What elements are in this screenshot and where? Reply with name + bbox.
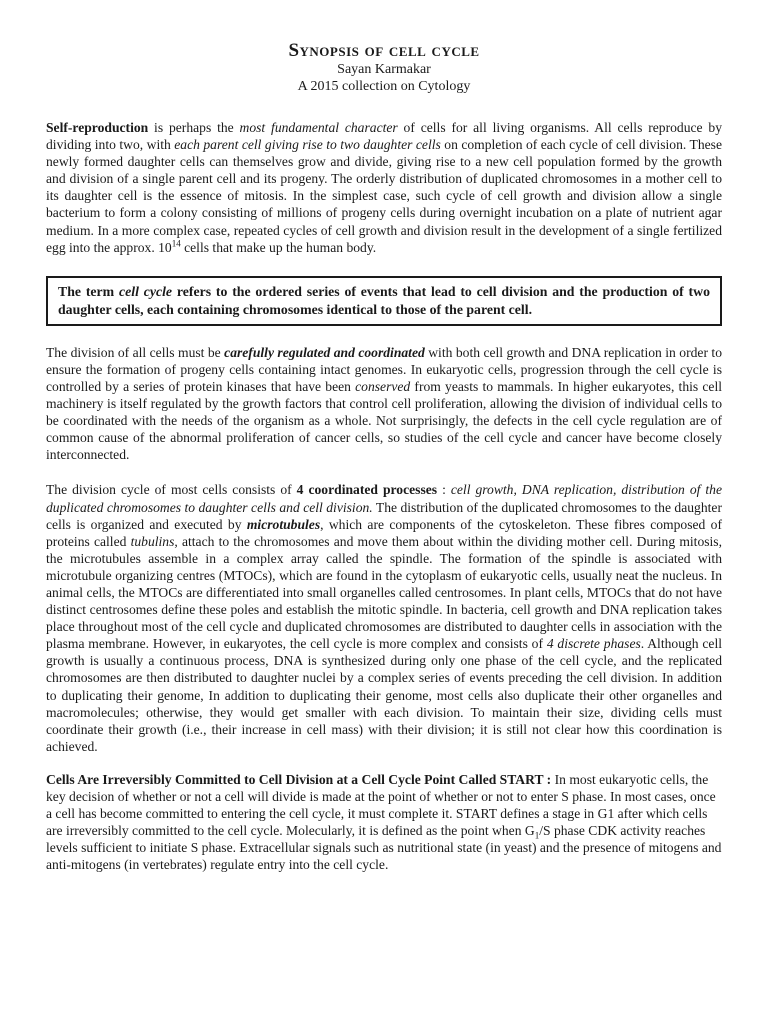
text-run: :: [437, 482, 451, 498]
emphasis-text: 4 discrete phases: [546, 636, 641, 652]
bold-italic-text: carefully regulated and coordinated: [224, 344, 425, 360]
text-run: refers to the ordered series of events that lead to cell division and the production of two daughter cells, each containing chromosomes identical to those of the parent cell.: [58, 283, 710, 317]
subscript-index: 1: [534, 830, 540, 841]
document-header: [46, 40, 722, 95]
paragraph-self-reproduction: [46, 119, 722, 256]
bold-italic-text: microtubules: [246, 516, 321, 532]
collection-note: A 2015 collection on Cytology: [297, 79, 471, 94]
text-run: The division of all cells must be: [46, 344, 225, 360]
emphasis-text: most fundamental character: [239, 120, 398, 135]
definition-box: [46, 276, 722, 326]
text-run: The term: [58, 283, 119, 299]
bold-text: 4 coordinated processes: [296, 482, 438, 498]
text-run: cells that make up the human body.: [180, 239, 377, 255]
text-run: , which are components of the cytoskeleton. These fibres composed of proteins called: [46, 516, 723, 549]
author-name: Sayan Karmakar: [337, 62, 431, 77]
lead-term: Self-reproduction: [46, 120, 149, 135]
emphasis-text: tubulins: [130, 533, 175, 549]
text-run: , attach to the chromosomes and move them about within the dividing mother cell. During mitosis, the microtubules assemble in a complex array called the spindle. The formation of the spindle is associated with microtubule organizing centres (MTOCs), which are found in the cytoplasm of eukaryotic cells, usually neat the nucleus. In animal cells, the MTOCs are differentiated into small organelles called centrosomes. In plant cells, MTOCs that do not have distinct centrosomes define these poles and establish the mitotic spindle. In bacteria, cell growth and DNA replication takes place throughout most of the cell cycle and duplicated chromosomes are distributed to daughter cells in association with the plasma membrane. However, in eukaryotes, the cell cycle is more complex and consists of: [46, 533, 722, 652]
paragraph-regulation: [46, 344, 722, 464]
text-run: /S phase CDK activity reaches levels sufficient to initiate S phase. Extracellular signals such as nutritional state (in yeast) and the presence of mitogens and anti-mitogens (in vertebrates) regulate entry into the cell cycle.: [46, 823, 722, 873]
text-run: . Although cell growth is usually a continuous process, DNA is synthesized during only one phase of the cell cycle, and the replicated chromosomes are then distributed to daughter nuclei by a complex series of events preceding the cell division. In addition to duplicating their genome, In addition to duplicating their genome, most cells also duplicate their other organelles and macromolecules; otherwise, they would get smaller with each division. To maintain their size, dividing cells must coordinate their growth (i.e., their increase in cell mass) with their division; it is still not clear how this coordination is achieved.: [46, 636, 723, 754]
section-heading: Cells Are Irreversibly Committed to Cell Division at a Cell Cycle Point Called START :: [46, 771, 552, 787]
text-run: on completion of each cycle of cell division. These newly formed daughter cells can themselves grow and divide, giving rise to a new cell population formed by the growth and division of a single parent cell and its progeny. The orderly distribution of duplicated chromosomes in a mother cell to its daughter cell is the essence of mitosis. In the simplest case, such cycle of cell growth and division allow a single bacterium to form a colony consisting of millions of progeny cells during overnight incubation on a plate of nutrient agar medium. In a more complex case, repeated cycles of cell growth and division result in the development of a single fertilized egg into the approx. 10: [46, 137, 722, 255]
text-run: from yeasts to mammals. In higher eukaryotes, this cell machinery is itself regulated by the growth factors that control cell proliferation, allowing the division of individual cells to be coordinated with the needs of the organism as a whole. Not surprisingly, the defects in the cell cycle regulation are of common cause of the abnormal proliferation of cancer cells, so studies of the cell cycle and cancer have become closely interconnected.: [46, 378, 722, 463]
text-run: The division cycle of most cells consists of: [46, 482, 297, 498]
paragraph-start-point: [46, 771, 722, 874]
emphasis-text: cell growth, DNA replication, distribution of the duplicated chromosomes to daughter cells and cell division.: [46, 482, 722, 515]
emphasis-text: conserved: [355, 378, 411, 394]
superscript-exponent: 14: [171, 238, 181, 249]
text-run: of cells for all living organisms. All cells reproduce by dividing into two, with: [46, 120, 722, 153]
document-title: Synopsis of cell cycle: [288, 40, 480, 61]
emphasis-term: cell cycle: [118, 283, 173, 299]
text-run: In most eukaryotic cells, the key decision of whether or not a cell will divide is made at the point of whether or not to enter S phase. In most cases, once a cell has become committed to entering the cell cycle, it must complete it. START defines a stage in G1 after which cells are irreversibly committed to the cell cycle. Molecularly, it is defined as the point when G: [46, 771, 716, 839]
text-run: with both cell growth and DNA replication in order to ensure the formation of progeny cells containing intact genomes. In eukaryotic cells, progression through the cell cycle is controlled by a series of protein kinases that have been: [46, 344, 722, 394]
text-run: is perhaps the: [148, 120, 240, 135]
text-run: The distribution of the duplicated chromosomes to the daughter cells is organized and executed by: [46, 499, 722, 532]
paragraph-division-processes: [46, 481, 722, 755]
emphasis-text: each parent cell giving rise to two daughter cells: [174, 137, 441, 153]
